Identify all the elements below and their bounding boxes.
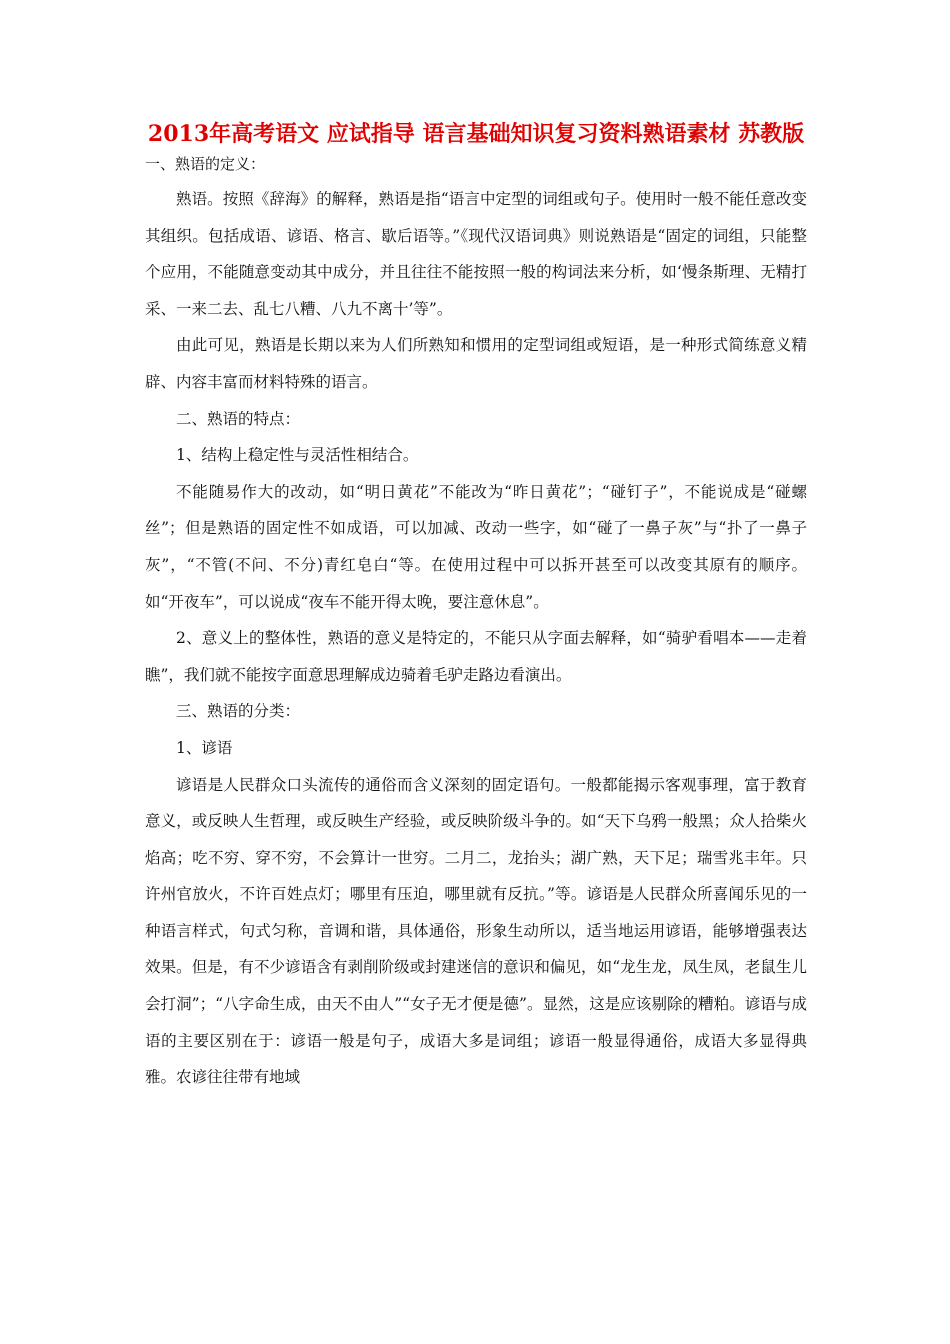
section-heading-definition: 一、熟语的定义： bbox=[145, 155, 266, 173]
subheading-structure: 1、结构上稳定性与灵活性相结合。 bbox=[176, 446, 419, 465]
subheading-proverb: 1、谚语 bbox=[176, 738, 233, 757]
document-page bbox=[145, 120, 807, 1096]
section-heading-features: 二、熟语的特点： bbox=[176, 409, 301, 428]
paragraph-definition: 熟语。按照《辞海》的解释，熟语是指“语言中定型的词组或句子。使用时一般不能任意改变其组织。包括成语、谚语、格言、歇后语等。”《现代汉语词典》则说熟语是“固定的词组，只能整个应用，不能随意变动其中成分，并且往往不能按照一般的构词法来分析，如‘慢条斯理、无精打采、一来二去、乱七八糟、八九不离十’等”。 bbox=[145, 190, 807, 318]
section-heading-classification: 三、熟语的分类： bbox=[176, 702, 301, 721]
paragraph-meaning: 2、意义上的整体性，熟语的意义是特定的，不能只从字面去解释，如“骑驴看唱本——走着瞧”，我们就不能按字面意思理解成边骑着毛驴走路边看演出。 bbox=[145, 629, 807, 684]
paragraph-structure: 不能随易作大的改动，如“明日黄花”不能改为“昨日黄花”；“碰钉子”，不能说成是“碰螺丝”；但是熟语的固定性不如成语，可以加减、改动一些字，如“碰了一鼻子灰”与“扑了一鼻子灰”，“不管(不问、不分)青红皂白“等。在使用过程中可以拆开甚至可以改变其原有的顺序。如“开夜车”，可以说成“夜车不能开得太晚，要注意休息”。 bbox=[145, 482, 807, 611]
document-title: 2013年高考语文 应试指导 语言基础知识复习资料熟语素材 苏教版 bbox=[147, 121, 805, 147]
paragraph-proverb: 谚语是人民群众口头流传的通俗而含义深刻的固定语句。一般都能揭示客观事理，富于教育意义，或反映人生哲理，或反映生产经验，或反映阶级斗争的。如“天下乌鸦一般黑；众人拾柴火焰高；吃不穷、穿不穷，不会算计一世穷。二月二，龙抬头；湖广熟，天下足；瑞雪兆丰年。只许州官放火，不许百姓点灯；哪里有压迫，哪里就有反抗。”等。谚语是人民群众所喜闻乐见的一种语言样式，句式匀称，音调和谐，具体通俗，形象生动所以，适当地运用谚语，能够增强表达效果。但是，有不少谚语含有剥削阶级或封建迷信的意识和偏见，如“龙生龙，凤生凤，老鼠生儿会打洞”；“八字命生成，由天不由人”“女子无才便是德”。显然，这是应该剔除的糟粕。谚语与成语的主要区别在于：谚语一般是句子，成语大多是词组；谚语一般显得通俗，成语大多显得典雅。农谚往往带有地域 bbox=[145, 775, 807, 1087]
paragraph-summary: 由此可见，熟语是长期以来为人们所熟知和惯用的定型词组或短语，是一种形式简练意义精辟、内容丰富而材料特殊的语言。 bbox=[145, 336, 807, 391]
